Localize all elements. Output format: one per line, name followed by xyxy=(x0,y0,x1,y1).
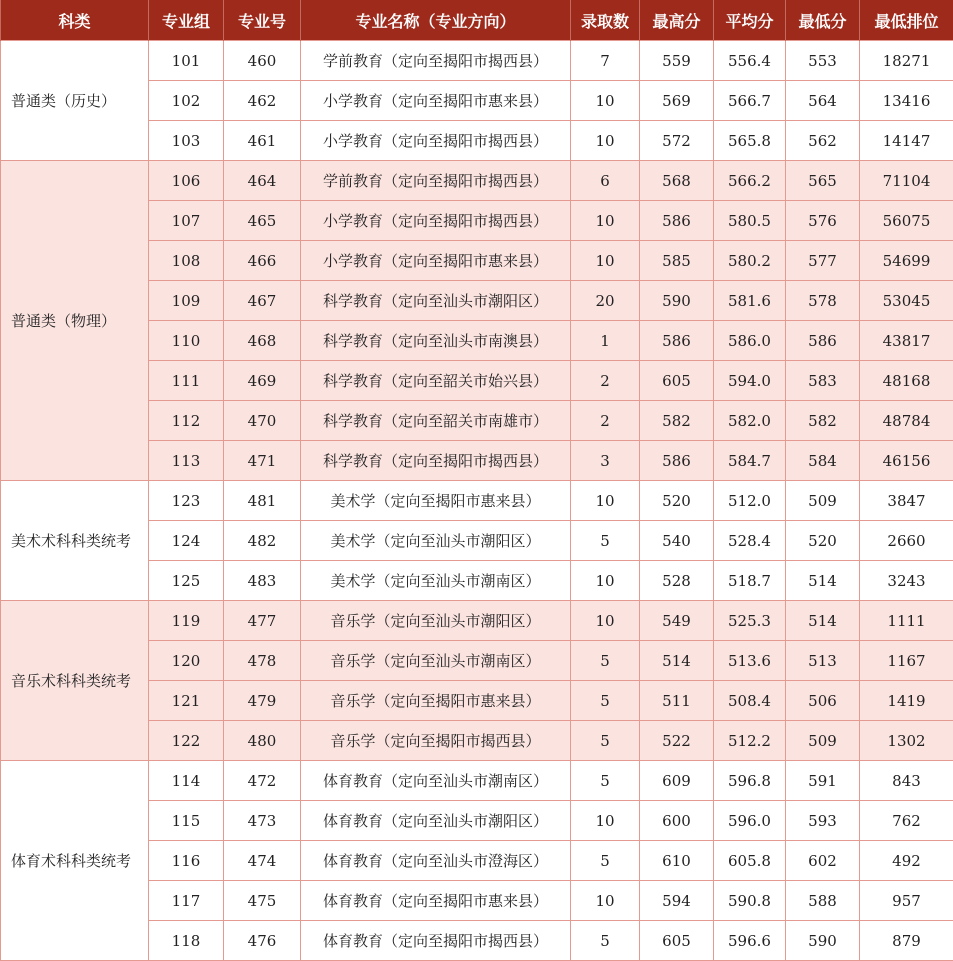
min-score-cell: 577 xyxy=(786,241,860,281)
max-score-cell: 572 xyxy=(640,121,714,161)
min-score-cell: 593 xyxy=(786,801,860,841)
min-rank-cell: 14147 xyxy=(860,121,953,161)
min-score-cell: 578 xyxy=(786,281,860,321)
min-rank-cell: 3847 xyxy=(860,481,953,521)
major-group-cell: 118 xyxy=(149,921,224,961)
min-rank-cell: 492 xyxy=(860,841,953,881)
admitted-count-cell: 5 xyxy=(571,641,640,681)
major-code-cell: 480 xyxy=(224,721,301,761)
admitted-count-cell: 10 xyxy=(571,601,640,641)
category-cell: 音乐术科科类统考 xyxy=(1,601,149,761)
min-rank-cell: 1419 xyxy=(860,681,953,721)
major-code-cell: 478 xyxy=(224,641,301,681)
avg-score-cell: 565.8 xyxy=(714,121,786,161)
major-name-cell: 音乐学（定向至揭阳市惠来县） xyxy=(301,681,571,721)
table-body xyxy=(1,41,953,961)
avg-score-cell: 580.2 xyxy=(714,241,786,281)
admitted-count-cell: 2 xyxy=(571,361,640,401)
major-code-cell: 469 xyxy=(224,361,301,401)
major-name-cell: 科学教育（定向至汕头市南澳县） xyxy=(301,321,571,361)
min-rank-cell: 18271 xyxy=(860,41,953,81)
major-group-cell: 106 xyxy=(149,161,224,201)
min-rank-cell: 1167 xyxy=(860,641,953,681)
admitted-count-cell: 5 xyxy=(571,841,640,881)
min-rank-cell: 843 xyxy=(860,761,953,801)
table-row xyxy=(1,761,953,801)
admitted-count-cell: 6 xyxy=(571,161,640,201)
avg-score-cell: 566.2 xyxy=(714,161,786,201)
major-group-cell: 115 xyxy=(149,801,224,841)
min-score-cell: 590 xyxy=(786,921,860,961)
min-score-cell: 584 xyxy=(786,441,860,481)
major-group-cell: 116 xyxy=(149,841,224,881)
header-max-score: 最高分 xyxy=(640,0,714,41)
max-score-cell: 514 xyxy=(640,641,714,681)
min-rank-cell: 71104 xyxy=(860,161,953,201)
header-category: 科类 xyxy=(1,0,149,41)
category-cell: 美术术科科类统考 xyxy=(1,481,149,601)
min-score-cell: 591 xyxy=(786,761,860,801)
major-code-cell: 483 xyxy=(224,561,301,601)
avg-score-cell: 512.0 xyxy=(714,481,786,521)
major-name-cell: 小学教育（定向至揭阳市惠来县） xyxy=(301,81,571,121)
major-code-cell: 482 xyxy=(224,521,301,561)
major-name-cell: 学前教育（定向至揭阳市揭西县） xyxy=(301,161,571,201)
major-group-cell: 108 xyxy=(149,241,224,281)
admitted-count-cell: 10 xyxy=(571,561,640,601)
avg-score-cell: 556.4 xyxy=(714,41,786,81)
max-score-cell: 520 xyxy=(640,481,714,521)
avg-score-cell: 513.6 xyxy=(714,641,786,681)
max-score-cell: 582 xyxy=(640,401,714,441)
admitted-count-cell: 5 xyxy=(571,521,640,561)
major-group-cell: 123 xyxy=(149,481,224,521)
admitted-count-cell: 5 xyxy=(571,921,640,961)
max-score-cell: 586 xyxy=(640,201,714,241)
min-rank-cell: 762 xyxy=(860,801,953,841)
admitted-count-cell: 5 xyxy=(571,761,640,801)
category-cell: 体育术科科类统考 xyxy=(1,761,149,961)
major-code-cell: 471 xyxy=(224,441,301,481)
min-rank-cell: 48784 xyxy=(860,401,953,441)
major-code-cell: 468 xyxy=(224,321,301,361)
avg-score-cell: 586.0 xyxy=(714,321,786,361)
header-major-code: 专业号 xyxy=(224,0,301,41)
header-avg-score: 平均分 xyxy=(714,0,786,41)
major-code-cell: 470 xyxy=(224,401,301,441)
min-score-cell: 509 xyxy=(786,481,860,521)
major-code-cell: 479 xyxy=(224,681,301,721)
major-group-cell: 101 xyxy=(149,41,224,81)
max-score-cell: 609 xyxy=(640,761,714,801)
major-group-cell: 102 xyxy=(149,81,224,121)
max-score-cell: 522 xyxy=(640,721,714,761)
major-name-cell: 体育教育（定向至揭阳市惠来县） xyxy=(301,881,571,921)
avg-score-cell: 582.0 xyxy=(714,401,786,441)
header-major-group: 专业组 xyxy=(149,0,224,41)
major-name-cell: 科学教育（定向至汕头市潮阳区） xyxy=(301,281,571,321)
header-admitted-count: 录取数 xyxy=(571,0,640,41)
avg-score-cell: 584.7 xyxy=(714,441,786,481)
major-code-cell: 474 xyxy=(224,841,301,881)
max-score-cell: 594 xyxy=(640,881,714,921)
admitted-count-cell: 5 xyxy=(571,681,640,721)
major-group-cell: 113 xyxy=(149,441,224,481)
major-name-cell: 音乐学（定向至揭阳市揭西县） xyxy=(301,721,571,761)
major-name-cell: 美术学（定向至汕头市潮南区） xyxy=(301,561,571,601)
min-score-cell: 562 xyxy=(786,121,860,161)
min-score-cell: 602 xyxy=(786,841,860,881)
max-score-cell: 528 xyxy=(640,561,714,601)
major-name-cell: 小学教育（定向至揭阳市惠来县） xyxy=(301,241,571,281)
major-group-cell: 114 xyxy=(149,761,224,801)
table-row xyxy=(1,601,953,641)
major-name-cell: 科学教育（定向至韶关市始兴县） xyxy=(301,361,571,401)
major-group-cell: 110 xyxy=(149,321,224,361)
category-cell: 普通类（物理） xyxy=(1,161,149,481)
min-score-cell: 565 xyxy=(786,161,860,201)
avg-score-cell: 605.8 xyxy=(714,841,786,881)
min-score-cell: 576 xyxy=(786,201,860,241)
major-name-cell: 科学教育（定向至揭阳市揭西县） xyxy=(301,441,571,481)
major-group-cell: 119 xyxy=(149,601,224,641)
avg-score-cell: 528.4 xyxy=(714,521,786,561)
admitted-count-cell: 20 xyxy=(571,281,640,321)
avg-score-cell: 590.8 xyxy=(714,881,786,921)
min-rank-cell: 53045 xyxy=(860,281,953,321)
min-rank-cell: 46156 xyxy=(860,441,953,481)
admitted-count-cell: 2 xyxy=(571,401,640,441)
max-score-cell: 600 xyxy=(640,801,714,841)
major-name-cell: 体育教育（定向至汕头市潮南区） xyxy=(301,761,571,801)
major-code-cell: 466 xyxy=(224,241,301,281)
major-name-cell: 音乐学（定向至汕头市潮阳区） xyxy=(301,601,571,641)
major-code-cell: 461 xyxy=(224,121,301,161)
min-score-cell: 582 xyxy=(786,401,860,441)
max-score-cell: 605 xyxy=(640,921,714,961)
major-name-cell: 美术学（定向至汕头市潮阳区） xyxy=(301,521,571,561)
min-score-cell: 514 xyxy=(786,561,860,601)
min-score-cell: 520 xyxy=(786,521,860,561)
major-name-cell: 小学教育（定向至揭阳市揭西县） xyxy=(301,201,571,241)
max-score-cell: 590 xyxy=(640,281,714,321)
major-name-cell: 体育教育（定向至汕头市澄海区） xyxy=(301,841,571,881)
major-code-cell: 467 xyxy=(224,281,301,321)
major-code-cell: 462 xyxy=(224,81,301,121)
min-score-cell: 506 xyxy=(786,681,860,721)
admitted-count-cell: 10 xyxy=(571,81,640,121)
header-major-name: 专业名称（专业方向） xyxy=(301,0,571,41)
avg-score-cell: 525.3 xyxy=(714,601,786,641)
major-code-cell: 477 xyxy=(224,601,301,641)
major-group-cell: 111 xyxy=(149,361,224,401)
min-rank-cell: 1302 xyxy=(860,721,953,761)
admitted-count-cell: 10 xyxy=(571,481,640,521)
avg-score-cell: 594.0 xyxy=(714,361,786,401)
max-score-cell: 549 xyxy=(640,601,714,641)
max-score-cell: 559 xyxy=(640,41,714,81)
max-score-cell: 540 xyxy=(640,521,714,561)
min-rank-cell: 3243 xyxy=(860,561,953,601)
major-group-cell: 124 xyxy=(149,521,224,561)
admitted-count-cell: 1 xyxy=(571,321,640,361)
avg-score-cell: 580.5 xyxy=(714,201,786,241)
max-score-cell: 511 xyxy=(640,681,714,721)
major-group-cell: 112 xyxy=(149,401,224,441)
admitted-count-cell: 10 xyxy=(571,241,640,281)
major-group-cell: 109 xyxy=(149,281,224,321)
major-code-cell: 473 xyxy=(224,801,301,841)
min-score-cell: 583 xyxy=(786,361,860,401)
avg-score-cell: 512.2 xyxy=(714,721,786,761)
major-code-cell: 464 xyxy=(224,161,301,201)
major-name-cell: 音乐学（定向至汕头市潮南区） xyxy=(301,641,571,681)
min-rank-cell: 43817 xyxy=(860,321,953,361)
max-score-cell: 586 xyxy=(640,441,714,481)
min-rank-cell: 879 xyxy=(860,921,953,961)
major-code-cell: 481 xyxy=(224,481,301,521)
max-score-cell: 605 xyxy=(640,361,714,401)
major-code-cell: 475 xyxy=(224,881,301,921)
min-rank-cell: 1111 xyxy=(860,601,953,641)
major-code-cell: 460 xyxy=(224,41,301,81)
min-score-cell: 564 xyxy=(786,81,860,121)
min-rank-cell: 48168 xyxy=(860,361,953,401)
major-code-cell: 465 xyxy=(224,201,301,241)
min-score-cell: 553 xyxy=(786,41,860,81)
table-row xyxy=(1,481,953,521)
min-score-cell: 509 xyxy=(786,721,860,761)
admitted-count-cell: 10 xyxy=(571,801,640,841)
avg-score-cell: 596.0 xyxy=(714,801,786,841)
avg-score-cell: 596.8 xyxy=(714,761,786,801)
major-code-cell: 476 xyxy=(224,921,301,961)
min-score-cell: 514 xyxy=(786,601,860,641)
major-group-cell: 107 xyxy=(149,201,224,241)
min-score-cell: 513 xyxy=(786,641,860,681)
header-min-rank: 最低排位 xyxy=(860,0,953,41)
major-name-cell: 体育教育（定向至汕头市潮阳区） xyxy=(301,801,571,841)
admitted-count-cell: 3 xyxy=(571,441,640,481)
major-group-cell: 103 xyxy=(149,121,224,161)
major-group-cell: 121 xyxy=(149,681,224,721)
major-group-cell: 117 xyxy=(149,881,224,921)
max-score-cell: 586 xyxy=(640,321,714,361)
major-group-cell: 122 xyxy=(149,721,224,761)
min-rank-cell: 54699 xyxy=(860,241,953,281)
avg-score-cell: 581.6 xyxy=(714,281,786,321)
max-score-cell: 610 xyxy=(640,841,714,881)
table-header-row xyxy=(1,0,953,41)
max-score-cell: 585 xyxy=(640,241,714,281)
major-name-cell: 科学教育（定向至韶关市南雄市） xyxy=(301,401,571,441)
min-score-cell: 586 xyxy=(786,321,860,361)
major-group-cell: 125 xyxy=(149,561,224,601)
avg-score-cell: 508.4 xyxy=(714,681,786,721)
min-rank-cell: 56075 xyxy=(860,201,953,241)
avg-score-cell: 518.7 xyxy=(714,561,786,601)
header-min-score: 最低分 xyxy=(786,0,860,41)
major-name-cell: 美术学（定向至揭阳市惠来县） xyxy=(301,481,571,521)
table-row xyxy=(1,161,953,201)
avg-score-cell: 596.6 xyxy=(714,921,786,961)
max-score-cell: 568 xyxy=(640,161,714,201)
category-cell: 普通类（历史） xyxy=(1,41,149,161)
min-rank-cell: 13416 xyxy=(860,81,953,121)
major-name-cell: 小学教育（定向至揭阳市揭西县） xyxy=(301,121,571,161)
admitted-count-cell: 10 xyxy=(571,881,640,921)
major-group-cell: 120 xyxy=(149,641,224,681)
major-code-cell: 472 xyxy=(224,761,301,801)
min-score-cell: 588 xyxy=(786,881,860,921)
avg-score-cell: 566.7 xyxy=(714,81,786,121)
min-rank-cell: 957 xyxy=(860,881,953,921)
admitted-count-cell: 7 xyxy=(571,41,640,81)
max-score-cell: 569 xyxy=(640,81,714,121)
table-row xyxy=(1,41,953,81)
major-name-cell: 体育教育（定向至揭阳市揭西县） xyxy=(301,921,571,961)
min-rank-cell: 2660 xyxy=(860,521,953,561)
admitted-count-cell: 5 xyxy=(571,721,640,761)
admitted-count-cell: 10 xyxy=(571,121,640,161)
admitted-count-cell: 10 xyxy=(571,201,640,241)
major-name-cell: 学前教育（定向至揭阳市揭西县） xyxy=(301,41,571,81)
